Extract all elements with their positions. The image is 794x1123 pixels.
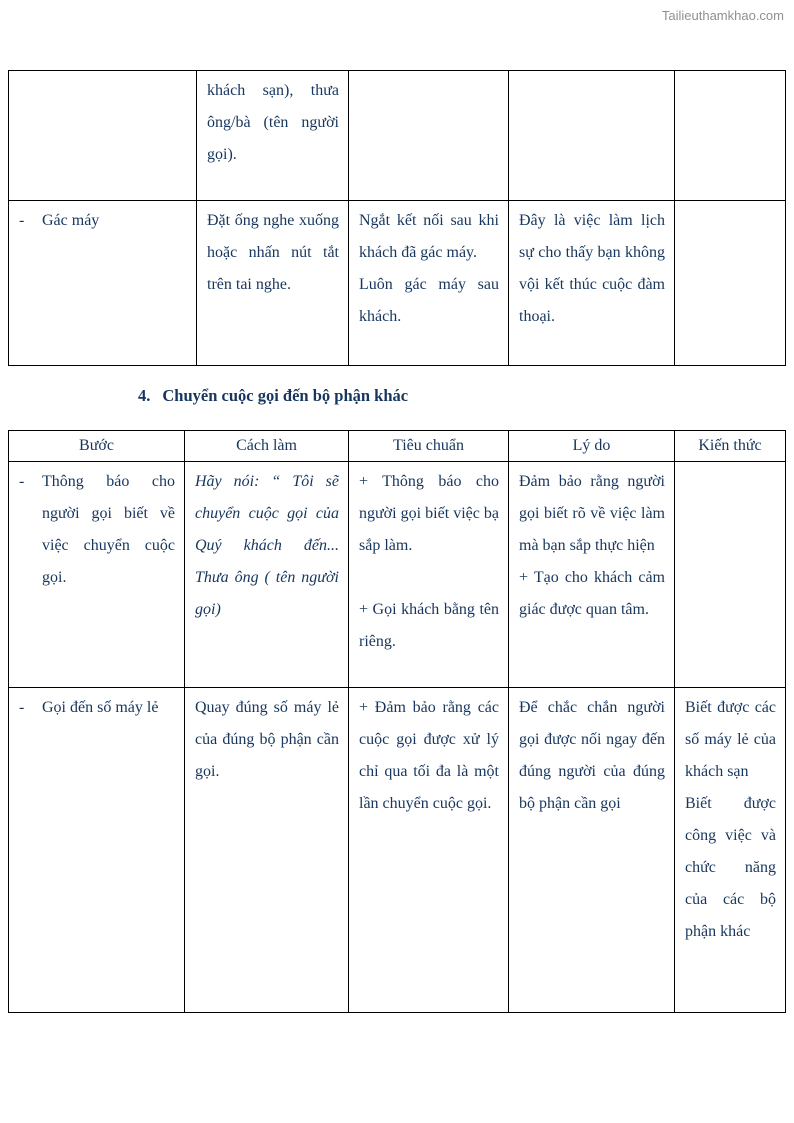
cell-text: + Gọi khách bằng tên riêng. xyxy=(359,601,499,650)
cell-tieu-chuan xyxy=(349,462,509,688)
cell-text: Biết được công việc và chức năng của các bộ phận khác xyxy=(685,795,776,940)
cell-cach-lam xyxy=(197,71,349,201)
cell-kien-thuc xyxy=(675,462,786,688)
cell-buoc xyxy=(9,462,185,688)
cell-text: Gác máy xyxy=(42,212,100,229)
cell-text: Đặt ống nghe xuống hoặc nhấn nút tắt trên tai nghe. xyxy=(207,212,339,293)
section-heading-number: 4. xyxy=(138,386,151,405)
bullet-dash: - xyxy=(19,212,25,229)
watermark: Tailieuthamkhao.com xyxy=(661,8,784,23)
bullet-dash: - xyxy=(19,699,25,716)
cell-tieu-chuan xyxy=(349,71,509,201)
cell-text: khách sạn), thưa ông/bà (tên người gọi). xyxy=(207,82,339,163)
section-heading-text: Chuyển cuộc gọi đến bộ phận khác xyxy=(162,386,409,405)
cell-text: Đảm bảo rằng người gọi biết rõ về việc làm mà bạn sắp thực hiện xyxy=(519,473,665,554)
cell-text: Đây là việc làm lịch sự cho thấy bạn không vội kết thúc cuộc đàm thoại. xyxy=(519,212,665,325)
header-cach-lam: Cách làm xyxy=(185,431,349,462)
cell-kien-thuc xyxy=(675,201,786,366)
cell-text: + Đảm bảo rằng các cuộc gọi được xử lý chỉ qua tối đa là một lần chuyển cuộc gọi. xyxy=(359,699,499,812)
header-kien-thuc: Kiến thức xyxy=(675,431,786,462)
cell-ly-do xyxy=(509,71,675,201)
cell-tieu-chuan xyxy=(349,201,509,366)
cell-cach-lam xyxy=(197,201,349,366)
cell-text: Để chắc chắn người gọi được nối ngay đến đúng người của đúng bộ phận cần gọi xyxy=(519,699,665,812)
cell-text: Quay đúng số máy lẻ của đúng bộ phận cần gọi. xyxy=(195,699,339,780)
cell-text-italic: Hãy nói: “ Tôi sẽ chuyển cuộc gọi của Quý khách đến... Thưa ông ( tên người gọi) xyxy=(195,473,339,618)
cell-ly-do xyxy=(509,201,675,366)
cell-ly-do xyxy=(509,462,675,688)
cell-text: Biết được các số máy lẻ của khách sạn xyxy=(685,699,776,780)
header-buoc: Bước xyxy=(9,431,185,462)
cell-ly-do xyxy=(509,688,675,1013)
bullet-item xyxy=(19,466,175,594)
cell-text: Ngắt kết nối sau khi khách đã gác máy. xyxy=(359,212,499,261)
table-row-goi-so-may-le xyxy=(9,688,786,1013)
cell-kien-thuc xyxy=(675,71,786,201)
cell-kien-thuc xyxy=(675,688,786,1013)
cell-cach-lam xyxy=(185,688,349,1013)
table-header-row xyxy=(9,431,786,462)
cell-text: Gọi đến số máy lẻ xyxy=(42,699,159,716)
bullet-item xyxy=(19,692,175,724)
table-row-thong-bao xyxy=(9,462,786,688)
cell-text: Thông báo cho người gọi biết về việc chuyển cuộc gọi. xyxy=(42,473,175,586)
bullet-item xyxy=(19,205,187,237)
cell-tieu-chuan xyxy=(349,688,509,1013)
table-transfer-call xyxy=(8,430,786,1013)
section-heading xyxy=(138,386,794,406)
header-tieu-chuan: Tiêu chuẩn xyxy=(349,431,509,462)
table-row-gac-may xyxy=(9,201,786,366)
bullet-dash: - xyxy=(19,473,25,490)
header-ly-do: Lý do xyxy=(509,431,675,462)
cell-buoc xyxy=(9,71,197,201)
cell-text: + Thông báo cho người gọi biết việc bạ sắp làm. xyxy=(359,473,499,554)
table-answer-call-end xyxy=(8,70,786,366)
cell-text: + Tạo cho khách cảm giác được quan tâm. xyxy=(519,569,665,618)
cell-buoc xyxy=(9,688,185,1013)
cell-buoc xyxy=(9,201,197,366)
table-row-carryover xyxy=(9,71,786,201)
cell-text: Luôn gác máy sau khách. xyxy=(359,276,499,325)
cell-cach-lam xyxy=(185,462,349,688)
